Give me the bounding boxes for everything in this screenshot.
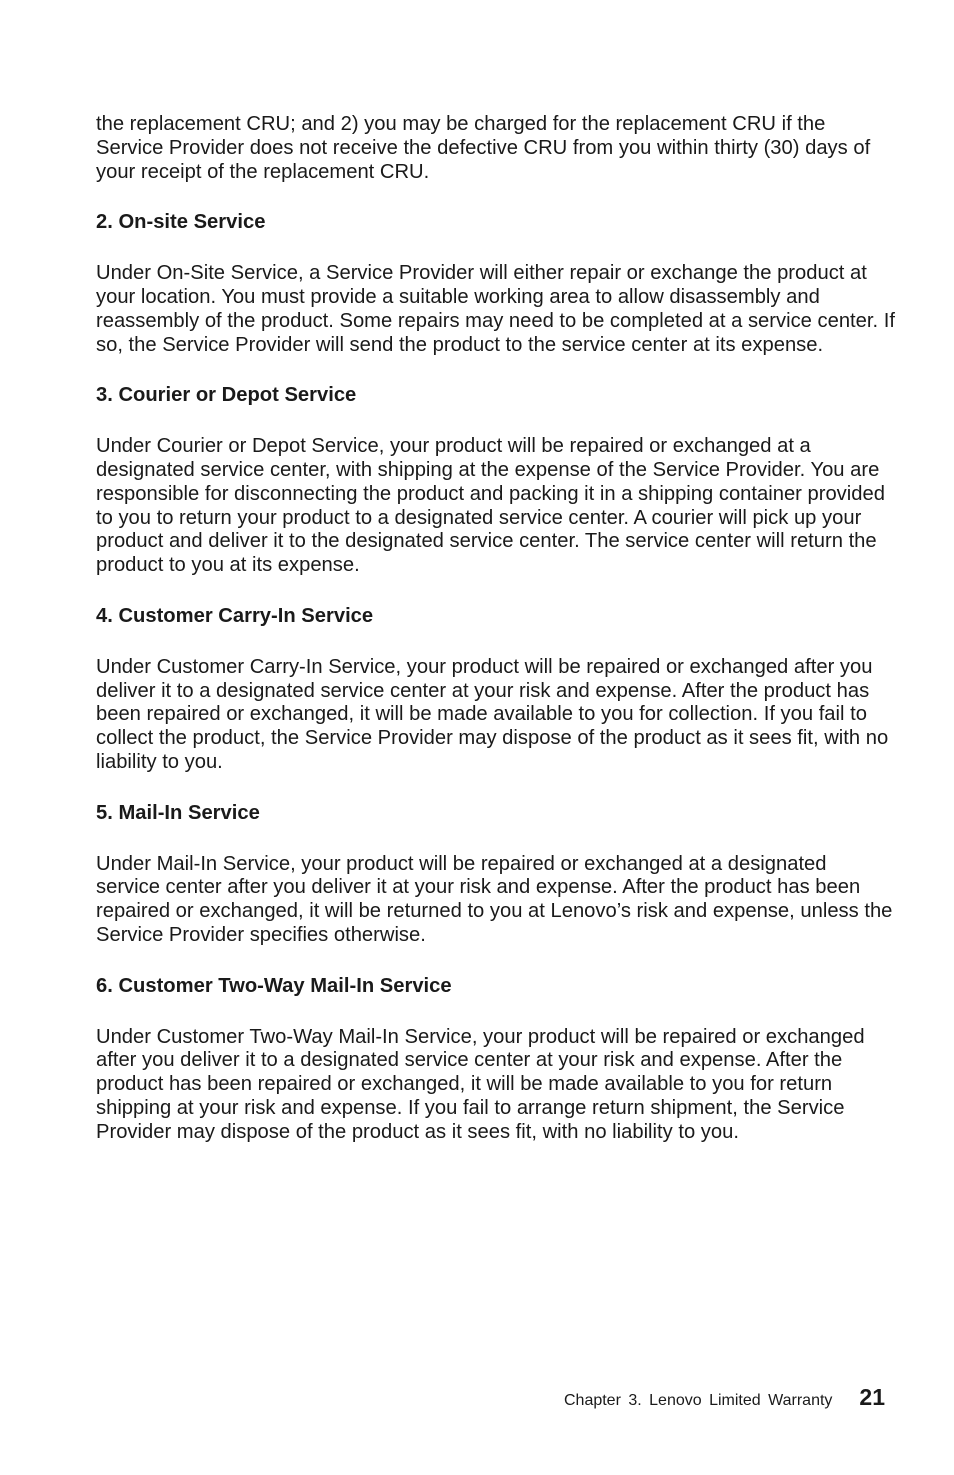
section-two-way-mail-in-service (96, 975, 896, 1145)
section-paragraph: Under On-Site Service, a Service Provider will either repair or exchange the product at your location. You must provide a suitable working area to allow disassembly and reassembly of the product. Some repairs may need to be completed at a service center. If so, the Service Provider will send the product to the service center at its expense. (96, 262, 895, 356)
section-paragraph: Under Customer Two-Way Mail-In Service, your product will be repaired or exchanged after you deliver it to a designated service center at your risk and expense. After the product has been repaired or exchanged, it will be made available to you for return shipping at your risk and expense. If you fail to arrange return shipment, the Service Provider may dispose of the product as it sees fit, with no liability to you. (96, 1025, 865, 1143)
section-mail-in-service (96, 802, 896, 948)
page-number: 21 (859, 1384, 885, 1410)
footer-chapter-label: Chapter 3. Lenovo Limited Warranty (563, 1392, 833, 1409)
section-paragraph: Under Mail-In Service, your product will be repaired or exchanged at a designated service center after you deliver it at your risk and expense. After the product has been repaired or exchanged, it will be returned to you at Lenovo’s risk and expense, unless the Service Provider specifies otherwise. (96, 852, 893, 946)
section-heading: 3. Courier or Depot Service (96, 384, 357, 407)
document-page (96, 113, 896, 1172)
page-footer (564, 1384, 885, 1411)
section-heading: 6. Customer Two-Way Mail-In Service (96, 974, 452, 997)
intro-paragraph: the replacement CRU; and 2) you may be charged for the replacement CRU if the Service Provider does not receive the defective CRU from you within thirty (30) days of your receipt of the replacement CRU. (96, 113, 871, 183)
section-paragraph: Under Courier or Depot Service, your product will be repaired or exchanged at a designated service center, with shipping at the expense of the Service Provider. You are responsible for disconnecting the product and packing it in a shipping container provided to you to return your product to a designated service center. A courier will pick up your product and deliver it to the designated service center. The service center will return the product to you at its expense. (96, 435, 885, 577)
section-on-site-service (96, 211, 896, 357)
section-heading: 4. Customer Carry-In Service (96, 604, 374, 627)
section-customer-carry-in-service (96, 605, 896, 775)
section-heading: 2. On-site Service (96, 211, 266, 234)
section-courier-depot-service (96, 384, 896, 578)
section-heading: 5. Mail-In Service (96, 801, 260, 824)
section-paragraph: Under Customer Carry-In Service, your product will be repaired or exchanged after you deliver it to a designated service center at your risk and expense. After the product has been repaired or exchanged, it will be made available to you for collection. If you fail to collect the product, the Service Provider may dispose of the product as it sees fit, with no liability to you. (96, 655, 889, 773)
